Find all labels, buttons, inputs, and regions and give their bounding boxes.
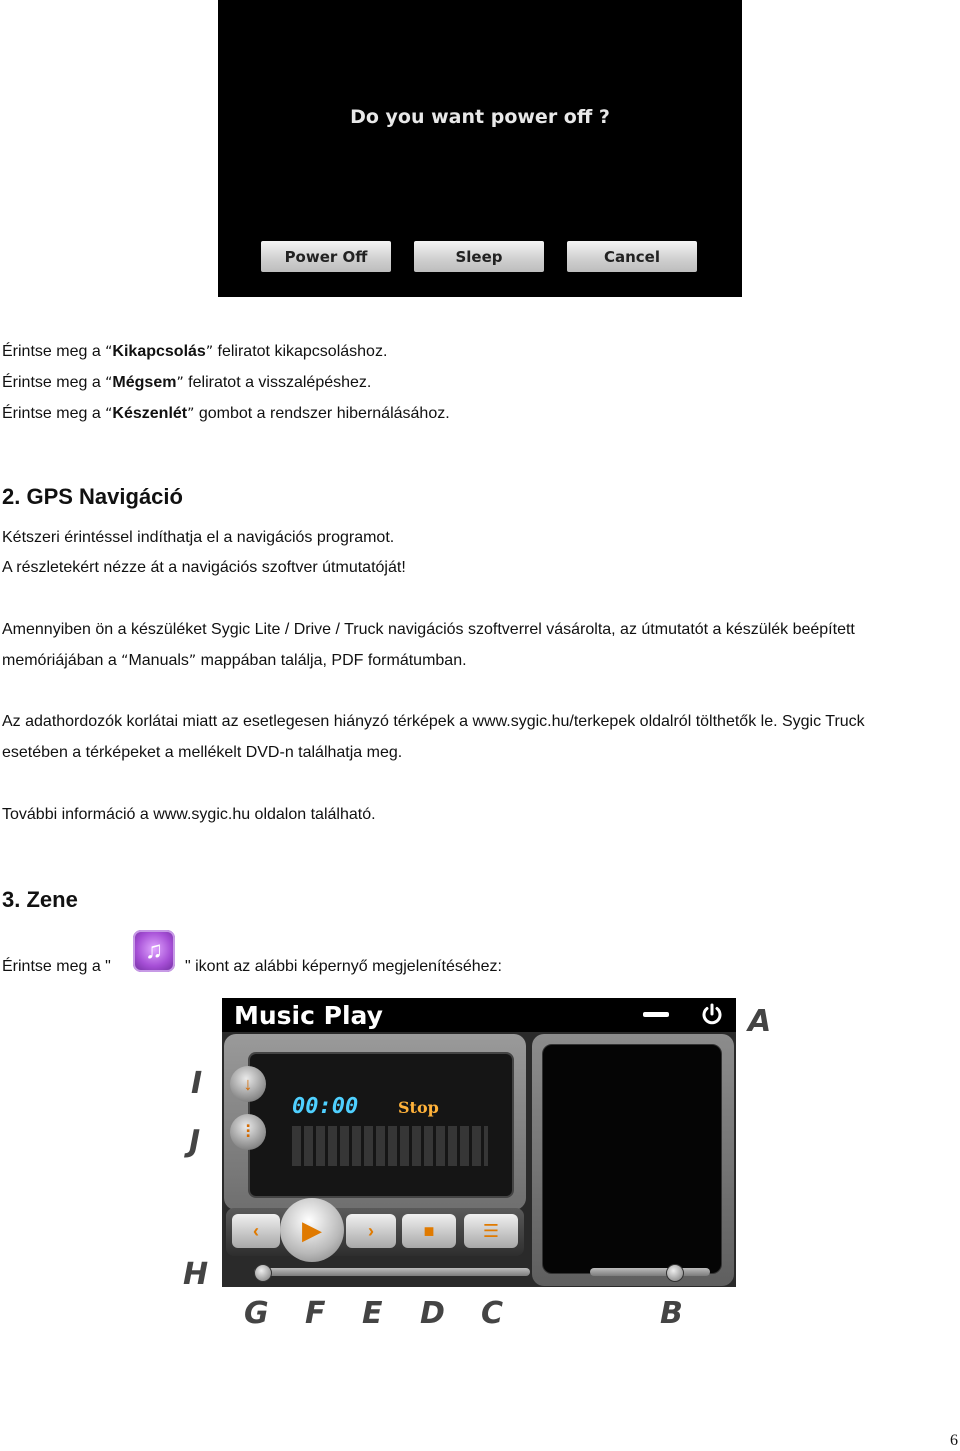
volume-slider-handle[interactable] [666, 1264, 684, 1282]
power-off-button[interactable]: Power Off [261, 241, 391, 272]
instruction-text: feliratot kikapcsoláshoz. [213, 343, 388, 360]
play-icon[interactable]: ▶ [280, 1198, 344, 1262]
next-icon[interactable]: › [346, 1214, 396, 1248]
cancel-button[interactable]: Cancel [567, 241, 697, 272]
instruction-text: Érintse meg a [2, 374, 106, 391]
instruction-text: feliratot a visszalépéshez. [183, 374, 372, 391]
instruction-text: Érintse meg a [2, 343, 106, 360]
display-screen [248, 1052, 514, 1198]
playback-state: Stop [398, 1098, 439, 1117]
previous-icon[interactable]: ‹ [232, 1214, 280, 1248]
playlist-icon[interactable]: ☰ [464, 1214, 518, 1248]
playback-time: 00:00 [292, 1094, 359, 1119]
progress-slider-handle[interactable] [254, 1264, 272, 1282]
instruction-text: gombot a rendszer hibernálásához. [194, 405, 450, 422]
player-header [222, 998, 736, 1032]
power-icon[interactable] [700, 1003, 724, 1027]
download-arrow-icon[interactable]: ↓ [230, 1066, 266, 1102]
minimize-icon[interactable] [643, 1012, 669, 1017]
callout-h: H [183, 1257, 209, 1292]
callout-f: F [305, 1296, 326, 1331]
volume-slider[interactable] [590, 1268, 710, 1276]
power-off-question: Do you want power off ? [350, 106, 610, 128]
music-intro-post: " ikont az alábbi képernyő megjelenítéséhez: [185, 958, 502, 975]
callout-j: J [189, 1124, 201, 1159]
callout-d: D [420, 1296, 445, 1331]
manuals-folder-name: Manuals [128, 652, 189, 669]
instruction-text: Érintse meg a [2, 405, 106, 422]
callout-g: G [244, 1296, 269, 1331]
gps-paragraph-1-line-1: Amennyiben ön a készüléket Sygic Lite / Drive / Truck navigációs szoftverrel vásárolta, az útmutatót a készülék beépített [2, 621, 855, 638]
instruction-megsem: Érintse meg a “Mégsem” feliratot a visszalépéshez. [2, 374, 372, 391]
equalizer-bars [292, 1126, 488, 1166]
player-title: Music Play [234, 1001, 383, 1030]
gps-paragraph-3: További információ a www.sygic.hu oldalon található. [2, 806, 376, 823]
section-heading-gps: 2. GPS Navigáció [2, 484, 183, 509]
music-intro-pre: Érintse meg a " [2, 958, 111, 975]
callout-c: C [481, 1296, 504, 1331]
paragraph-text: memóriájában a [2, 652, 122, 669]
instruction-keyword: Mégsem [112, 374, 177, 391]
equalizer-settings-icon[interactable]: ⫶ [230, 1114, 266, 1150]
section-heading-music: 3. Zene [2, 887, 78, 912]
paragraph-text: mappában találja, PDF formátumban. [196, 652, 467, 669]
callout-b: B [660, 1296, 683, 1331]
power-off-dialog [218, 0, 742, 297]
instruction-kikapcsolas: Érintse meg a “Kikapcsolás” feliratot kikapcsoláshoz. [2, 343, 388, 360]
instruction-keyword: Készenlét [112, 405, 188, 422]
playlist-screen[interactable] [542, 1044, 722, 1274]
page-number: 6 [950, 1432, 958, 1449]
gps-paragraph-2-line-2: esetében a térképeket a mellékelt DVD-n találhatja meg. [2, 744, 403, 761]
callout-a: A [748, 1004, 772, 1039]
playlist-panel [532, 1034, 734, 1286]
callout-i: I [191, 1066, 203, 1101]
music-note-icon: ♫ [133, 930, 175, 972]
gps-paragraph-1-line-2: memóriájában a “Manuals” mappában találja, PDF formátumban. [2, 652, 467, 669]
display-panel [224, 1034, 526, 1210]
instruction-keyword: Kikapcsolás [112, 343, 206, 360]
gps-line-1: Kétszeri érintéssel indíthatja el a navigációs programot. [2, 529, 395, 546]
gps-paragraph-2-line-1: Az adathordozók korlátai miatt az esetlegesen hiányzó térképek a www.sygic.hu/terkepek oldalról tölthetők le. Sygic Truck [2, 713, 865, 730]
instruction-keszenlet: Érintse meg a “Készenlét” gombot a rendszer hibernálásához. [2, 405, 450, 422]
callout-e: E [362, 1296, 383, 1331]
stop-icon[interactable]: ■ [402, 1214, 456, 1248]
music-player-screen [222, 998, 736, 1287]
gps-line-2: A részletekért nézze át a navigációs szoftver útmutatóját! [2, 559, 406, 576]
sleep-button[interactable]: Sleep [414, 241, 544, 272]
progress-slider[interactable] [254, 1268, 530, 1276]
